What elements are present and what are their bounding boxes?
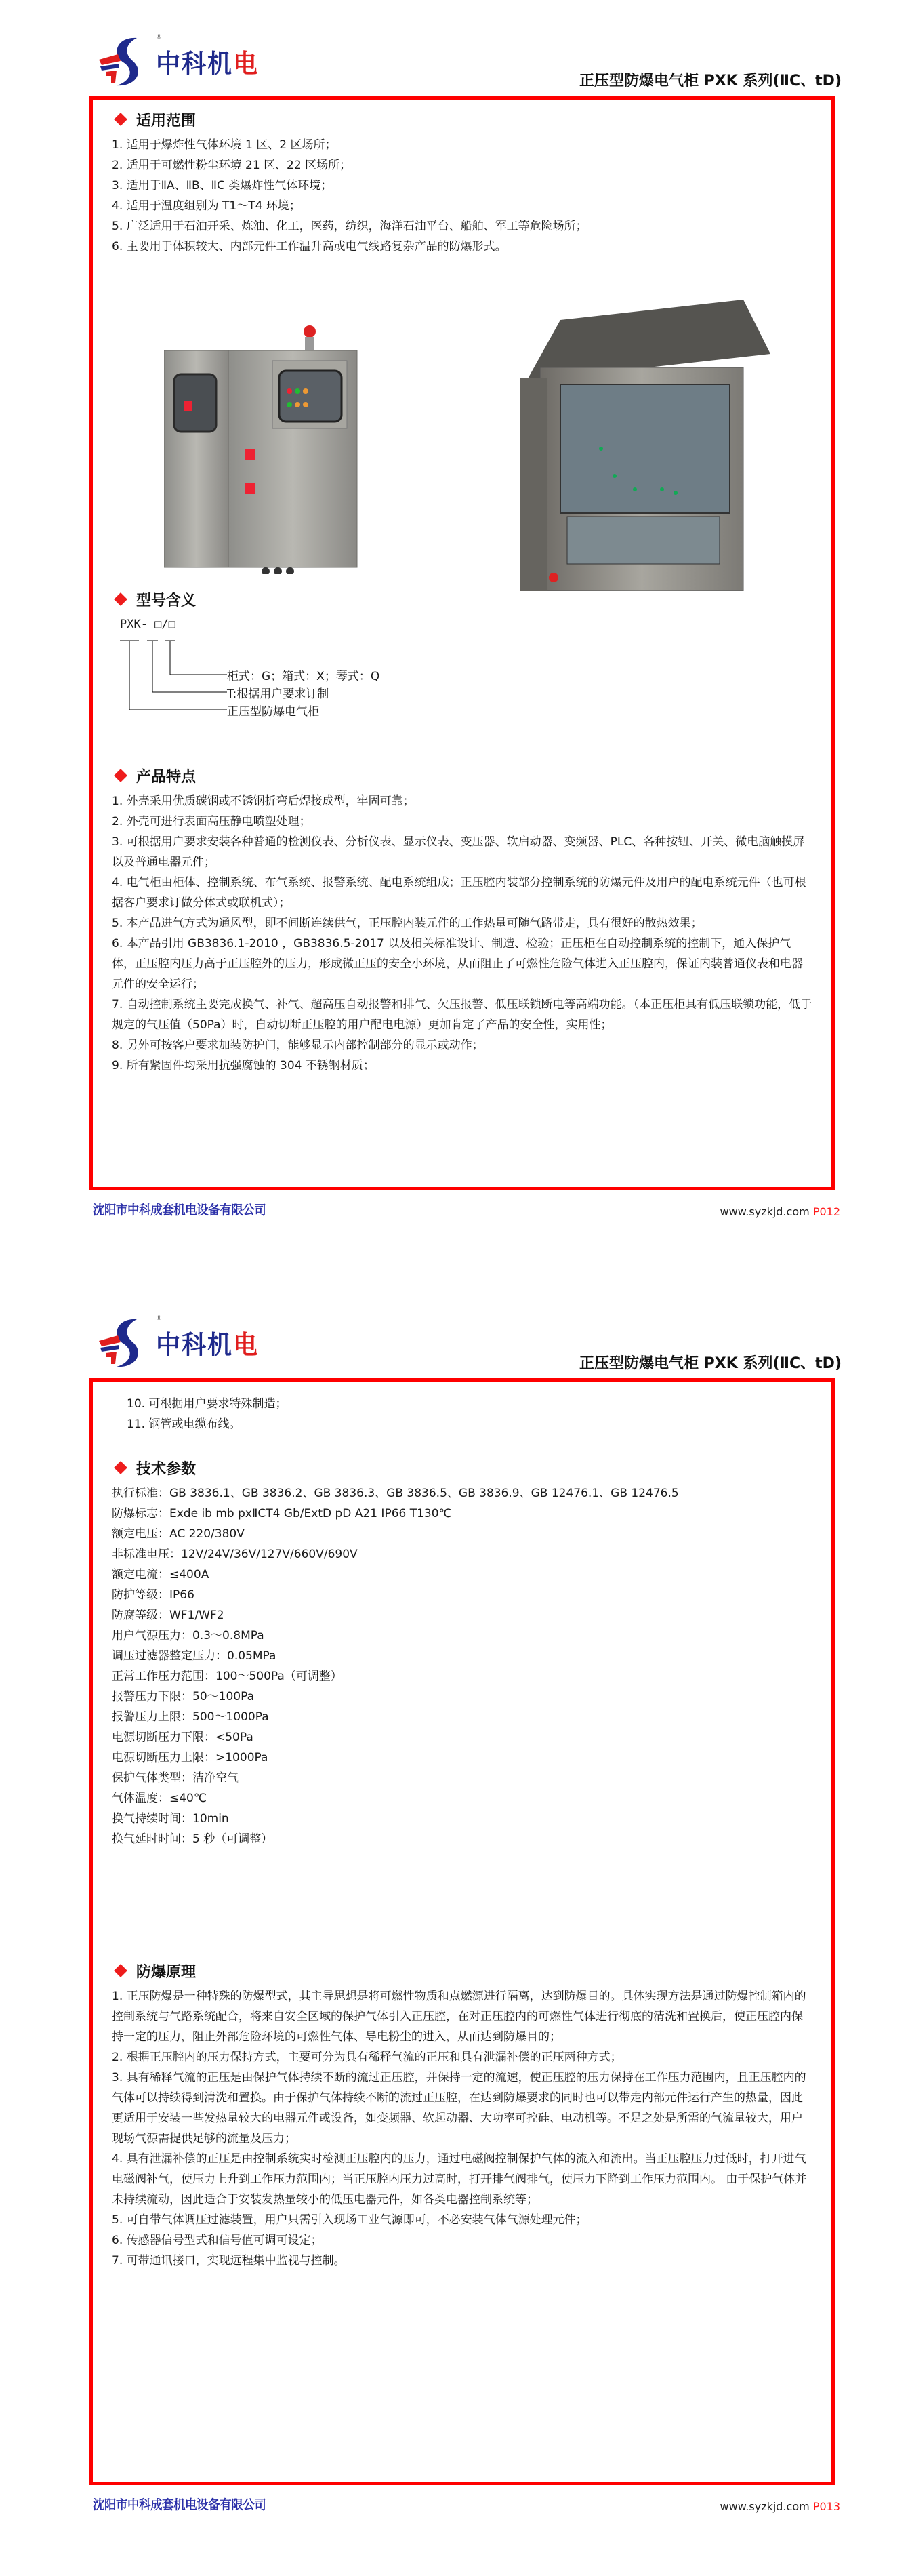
website-link[interactable]: www.syzkjd.com [720,2500,810,2513]
spec-item: 气体温度：≤40℃ [112,1792,207,1805]
spec-item: 防爆标志：Exde ib mb pxⅡCT4 Gb/ExtD pD A21 IP66 T130℃ [112,1507,452,1521]
series-title: 正压型防爆电气柜 PXK 系列(ⅡC、tD) [579,1355,842,1372]
diamond-bullet-icon [114,769,127,782]
features-list-cont [127,1394,812,1434]
diamond-bullet-icon [114,113,127,126]
list-item: 10. 可根据用户要求特殊制造； [127,1397,287,1411]
list-item: 6. 本产品引用 GB3836.1-2010 ，GB3836.5-2017 以及相关标准设计、制造、检验；正压柜在自动控制系统的控制下，通入保护气体，正压腔内压力高于正压腔外的压力，形成微正压的安全小环境，从而阻止了可燃性危险气体进入正压腔内，保证内装普通仪表和电器元件的安全运行； [112,937,803,991]
list-item: 6. 传感器信号型式和信号值可调可设定； [112,2234,323,2247]
catalog-page-p012 [0,0,910,1274]
website-link[interactable]: www.syzkjd.com [720,1205,810,1218]
page-number: P013 [812,2500,840,2513]
diamond-bullet-icon [114,1461,127,1474]
spec-item: 防腐等级：WF1/WF2 [112,1609,224,1622]
list-item: 5. 广泛适用于石油开采、炼油、化工，医药，纺织，海洋石油平台、船舶、军工等危险场所； [112,220,587,233]
company-logo [96,34,262,88]
list-item: 2. 外壳可进行表面高压静电喷塑处理； [112,815,311,828]
section-heading: 适用范围 [112,108,812,131]
features-continued [127,1390,812,1434]
spec-item: 额定电压：AC 220/380V [112,1527,245,1541]
registered-mark: ® [156,34,162,41]
list-item: 4. 具有泄漏补偿的正压是由控制系统实时检测正压腔内的压力，通过电磁阀控制保护气体的流入和流出。当正压腔压力过低时，打开进气电磁阀补气，使压力上升到工作压力范围内；当正压腔内压力过高时，打开排气阀排气，使压力下降到工作压力范围内。 由于保护气体并未持续流动，因此适合于安装发热量较小的低压电器元件，如各类电器控制系统等； [112,2152,807,2207]
diamond-bullet-icon [114,592,127,606]
website-and-page [720,1205,840,1218]
registered-mark: ® [156,1315,162,1322]
spec-item: 换气持续时间：10min [112,1812,229,1826]
content-frame [89,96,835,1190]
list-item: 5. 本产品进气方式为通风型，即不间断连续供气，正压腔内装元件的工作热量可随气路带走，具有很好的散热效果； [112,917,703,930]
logo-swoosh-icon [96,1315,149,1369]
list-item: 1. 适用于爆炸性气体环境 1 区、2 区场所； [112,138,337,152]
section-heading: 产品特点 [112,764,812,787]
list-item: 8. 另外可按客户要求加装防护门，能够显示内部控制部分的显示或动作； [112,1039,484,1052]
list-item: 6. 主要用于体积较大、内部元件工作温升高或电气线路复杂产品的防爆形式。 [112,240,507,254]
list-item: 4. 适用于温度组别为 T1～T4 环境； [112,199,301,213]
logo-text: 中科机电 [156,1329,260,1360]
page-number: P012 [812,1205,840,1218]
company-logo [96,1315,262,1369]
content-frame [89,1378,835,2485]
diamond-bullet-icon [114,1964,127,1977]
model-label-type: 柜式：G；箱式：X；琴式：Q [227,670,380,683]
list-item: 7. 可带通讯接口，实现远程集中监视与控制。 [112,2254,346,2268]
spec-item: 报警压力上限：500～1000Pa [112,1710,269,1724]
spec-item: 换气延时时间：5 秒（可调整） [112,1832,273,1846]
list-item: 5. 可自带气体调压过滤装置，用户只需引入现场工业气源即可，不必安装气体气源处理元件； [112,2213,587,2227]
spec-item: 报警压力下限：50～100Pa [112,1690,254,1704]
page-footer [89,2493,842,2520]
list-item: 3. 可根据用户要求安装各种普通的检测仪表、分析仪表、显示仪表、变压器、软启动器、变频器、PLC、各种按钮、开关、微电脑触摸屏以及普通电器元件； [112,835,805,869]
principle-list [112,1986,812,2271]
logo-swoosh-icon [96,34,149,88]
company-name: 沈阳市中科成套机电设备有限公司 [93,1203,266,1217]
list-item: 1. 外壳采用优质碳钢或不锈钢折弯后焊接成型，牢固可靠； [112,794,415,808]
series-title: 正压型防爆电气柜 PXK 系列(ⅡC、tD) [579,73,842,89]
list-item: 11. 钢管或电缆布线。 [127,1417,241,1431]
catalog-page-p013 [0,1274,910,2576]
page-header [89,27,842,95]
model-meaning-section [112,588,586,723]
spec-item: 非标准电压：12V/24V/36V/127V/660V/690V [112,1548,358,1561]
page-header [89,1315,842,1380]
list-item: 7. 自动控制系统主要完成换气、补气、超高压自动报警和排气、欠压报警、低压联锁断电等高端功能。（本正压柜具有低压联锁功能，低于规定的气压值（50Pa）时，自动切断正压腔的用户配电电源）更加肯定了产品的安全性，实用性； [112,998,812,1032]
cabinet-photo-2 [520,300,770,591]
spec-item: 电源切断压力下限：<50Pa [112,1731,253,1744]
list-item: 3. 具有稀释气流的正压是由保护气体持续不断的流过正压腔，并保持一定的流速，使正压腔的压力保持在工作压力范围内，且正压腔内的气体可以持续得到清洗和置换。由于保护气体持续不断的流过正压腔，在达到防爆要求的同时也可以带走内部元件运行产生的热量，因此更适用于安装一些发热量较大的电器元件或设备，如变频器、软起动器、大功率可控硅、电动机等。不足之处是所需的气流量较大，用户现场气源需提供足够的流量及压力； [112,2071,806,2146]
scope-section [112,108,812,257]
scope-list [112,135,812,257]
product-photos [127,296,791,588]
list-item: 2. 适用于可燃性粉尘环境 21 区、22 区场所； [112,159,352,172]
logo-text: 中科机电 [156,48,260,79]
specs-section [112,1456,812,1849]
spec-item: 防护等级：IP66 [112,1588,194,1602]
section-heading: 防爆原理 [112,1959,812,1982]
spec-item: 电源切断压力上限：>1000Pa [112,1751,268,1765]
list-item: 3. 适用于ⅡA、ⅡB、ⅡC 类爆炸性气体环境； [112,179,333,193]
features-section [112,764,812,1076]
company-name: 沈阳市中科成套机电设备有限公司 [93,2497,266,2512]
spec-item: 额定电流：≤400A [112,1568,209,1582]
model-diagram-lines [112,635,227,717]
section-heading: 技术参数 [112,1456,812,1479]
model-label-custom: T:根据用户要求订制 [227,687,329,701]
list-item: 2. 根据正压腔内的压力保持方式，主要可分为具有稀释气流的正压和具有泄漏补偿的正压两种方式； [112,2051,622,2064]
principle-section [112,1959,812,2271]
model-label-product: 正压型防爆电气柜 [227,705,319,719]
list-item: 1. 正压防爆是一种特殊的防爆型式，其主导思想是将可燃性物质和点燃源进行隔离，达到防爆目的。具体实现方法是通过防爆控制箱内的控制系统与气路系统配合，将来自安全区域的保护气体引入正压腔，在对正压腔内的可燃性气体进行彻底的清洗和置换后，使正压腔内保持一定的压力，阻止外部危险环境的可燃性气体、导电粉尘的进入，从而达到防爆目的； [112,1990,806,2044]
model-code: PXK- □/□ [120,618,175,631]
list-item: 4. 电气柜由柜体、控制系统、布气系统、报警系统、配电系统组成；正压腔内装部分控制系统的防爆元件及用户的配电系统元件（也可根据客户要求订做分体式或联机式）； [112,876,806,910]
specs-list [112,1483,812,1849]
page-footer [89,1199,842,1226]
spec-item: 用户气源压力：0.3～0.8MPa [112,1629,264,1643]
website-and-page [720,2500,840,2513]
section-heading: 型号含义 [112,588,196,611]
list-item: 9. 所有紧固件均采用抗强腐蚀的 304 不锈钢材质； [112,1059,375,1072]
spec-item: 调压过滤器整定压力：0.05MPa [112,1649,276,1663]
cabinet-photo-1 [164,323,360,574]
spec-item: 保护气体类型：洁净空气 [112,1771,239,1785]
spec-item: 正常工作压力范围：100～500Pa（可调整） [112,1670,342,1683]
spec-item: 执行标准：GB 3836.1、GB 3836.2、GB 3836.3、GB 3836.5、GB 3836.9、GB 12476.1、GB 12476.5 [112,1487,679,1500]
features-list [112,791,812,1076]
